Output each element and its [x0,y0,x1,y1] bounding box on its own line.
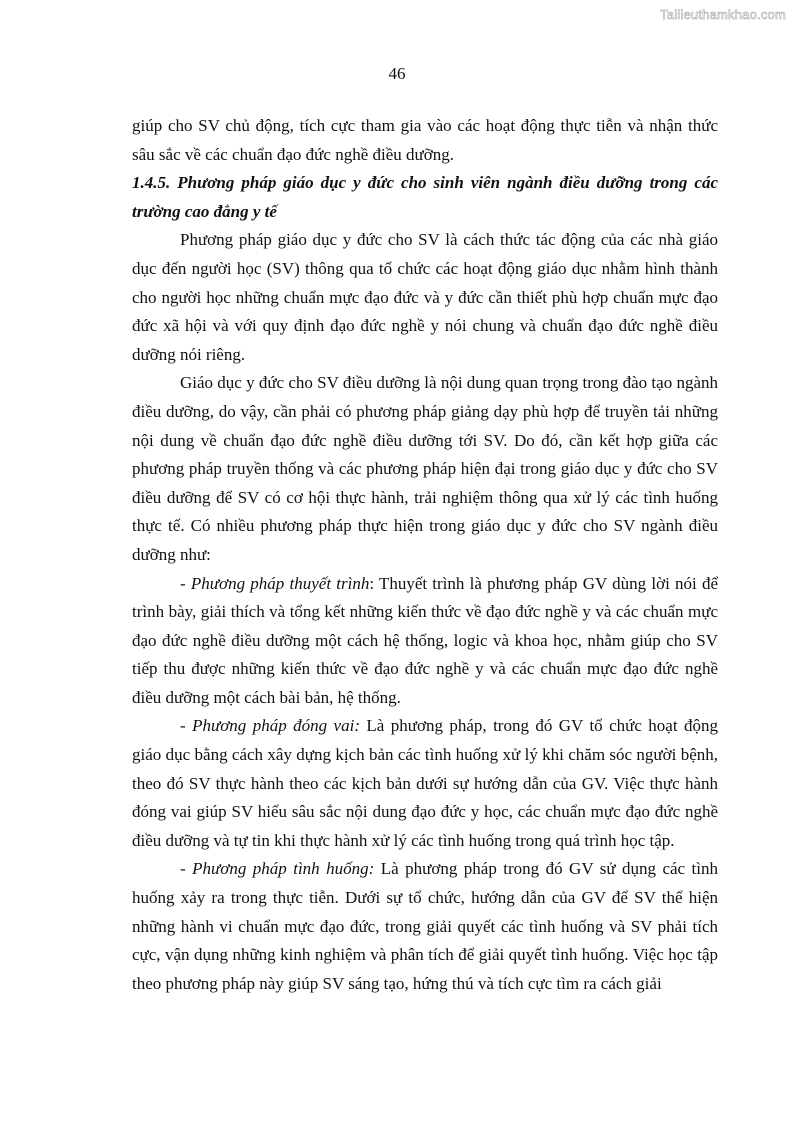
paragraph-importance-text: Giáo dục y đức cho SV điều dưỡng là nội dung quan trọng trong đào tạo ngành điều dưỡng, do vậy, cần phải có phương pháp giảng dạy phù hợp để truyền tải những nội dung về chuẩn đạo đức nghề điều dưỡng tới SV. Do đó, cần kết hợp giữa các phương pháp truyền thống và các phương pháp hiện đại trong giáo dục y đức cho SV điều dưỡng để SV có cơ hội thực hành, trải nghiệm thông qua xử lý các tình huống thực tế. Có nhiều phương pháp thực hiện trong giáo dục y đức cho SV ngành điều dưỡng như: [132,373,718,564]
method-term: Phương pháp thuyết trình [190,573,370,593]
paragraph-importance [132,369,718,569]
method-term: Phương pháp tình huống: [192,859,375,879]
document-body [132,112,718,998]
intro-paragraph: giúp cho SV chủ động, tích cực tham gia vào các hoạt động thực tiễn và nhận thức sâu sắc về các chuẩn đạo đức nghề điều dưỡng. [132,116,718,164]
method-prefix: - [180,716,193,736]
page-number: 46 [388,64,406,83]
method-term: Phương pháp đóng vai: [192,716,360,736]
watermark-text: Tailieuthamkhao.com [660,7,786,22]
method-case-study [132,855,718,998]
method-description: : Thuyết trình là phương pháp GV dùng lời nói để trình bày, giải thích và tổng kết những kiến thức về đạo đức nghề y và các chuẩn mực đạo đức nghề điều dưỡng một cách hệ thống, logic và khoa học, nhằm giúp cho SV tiếp thu được những kiến thức về đạo đức nghề y và các chuẩn mực đạo đức nghề điều dưỡng một cách bài bản, hệ thống. [132,573,718,707]
method-role-play [132,712,718,855]
method-presentation [132,570,718,713]
method-description: Là phương pháp, trong đó GV tổ chức hoạt động giáo dục bằng cách xây dựng kịch bản các tình huống xử lý khi chăm sóc người bệnh, theo đó SV thực hành theo các kịch bản dưới sự hướng dẫn của GV. Việc thực hành đóng vai giúp SV hiểu sâu sắc nội dung đạo đức y học, các chuẩn mực đạo đức nghề điều dưỡng và tự tin khi thực hành xử lý các tình huống trong quá trình học tập. [132,716,718,850]
method-prefix: - [180,573,191,593]
method-description: Là phương pháp trong đó GV sử dụng các tình huống xảy ra trong thực tiễn. Dưới sự tổ chức, hướng dẫn của GV để SV thể hiện những hành vi chuẩn mực đạo đức, trong giải quyết các tình huống và SV phải tích cực, vận dụng những kinh nghiệm và phân tích để giải quyết tình huống. Việc học tập theo phương pháp này giúp SV sáng tạo, hứng thú và tích cực tìm ra cách giải [132,859,718,993]
method-prefix: - [180,859,193,879]
section-heading: 1.4.5. Phương pháp giáo dục y đức cho sinh viên ngành điều dưỡng trong các trường cao đẳng y tế [132,173,718,221]
paragraph-definition: Phương pháp giáo dục y đức cho SV là cách thức tác động của các nhà giáo dục đến người học (SV) thông qua tổ chức các hoạt động giáo dục nhằm hình thành cho người học những chuẩn mực đạo đức và y đức cần thiết phù hợp chuẩn mực đạo đức xã hội và với quy định đạo đức nghề y nói chung và chuẩn đạo đức nghề điều dưỡng nói riêng. [132,230,718,364]
